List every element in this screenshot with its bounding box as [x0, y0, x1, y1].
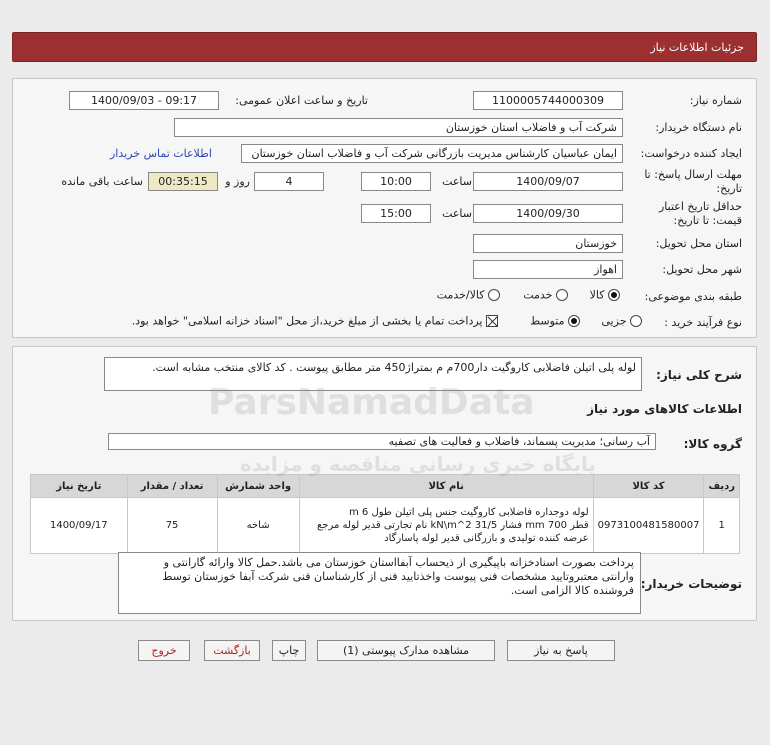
- process-option-medium[interactable]: متوسط: [530, 314, 580, 328]
- buyer-contact-link[interactable]: اطلاعات تماس خریدار: [110, 147, 212, 160]
- goods-group-label: گروه کالا:: [683, 437, 742, 451]
- price-validity-date-field[interactable]: 1400/09/30: [473, 204, 623, 223]
- watermark-tagline: پایگاه خبری رسانی مناقصه و مزایده: [240, 452, 597, 476]
- buyer-org-label: نام دستگاه خریدار:: [655, 121, 742, 134]
- page-title: جزئیات اطلاعات نیاز: [650, 41, 744, 54]
- delivery-province-field[interactable]: خوزستان: [473, 234, 623, 253]
- reply-deadline-label-line1: مهلت ارسال پاسخ: تا: [644, 168, 742, 181]
- price-validity-label-line1: حداقل تاریخ اعتبار: [658, 200, 742, 213]
- col-unit: واحد شمارش: [217, 475, 299, 498]
- exit-button[interactable]: خروج: [138, 640, 190, 661]
- radio-icon[interactable]: [488, 289, 500, 301]
- reply-deadline-time-label: ساعت: [442, 175, 472, 188]
- announce-datetime-label: تاریخ و ساعت اعلان عمومی:: [235, 94, 368, 107]
- price-validity-time-label: ساعت: [442, 207, 472, 220]
- table-row[interactable]: [31, 498, 740, 554]
- summary-label: شرح کلی نیاز:: [656, 368, 742, 382]
- treasury-payment-option[interactable]: [132, 314, 498, 328]
- back-button[interactable]: بازگشت: [204, 640, 260, 661]
- col-name: نام کالا: [299, 475, 593, 498]
- need-number-label: شماره نیاز:: [689, 94, 742, 107]
- subject-option-service[interactable]: خدمت: [523, 288, 568, 302]
- reply-deadline-days-field[interactable]: 4: [254, 172, 324, 191]
- reply-deadline-date-field[interactable]: 1400/09/07: [473, 172, 623, 191]
- cell-unit: شاخه: [217, 498, 299, 554]
- subject-class-label: طبقه بندی موضوعی:: [644, 290, 742, 303]
- summary-field[interactable]: لوله پلی اتیلن فاضلابی کاروگیت دار700م م بمتراژ450 متر مطابق پیوست . کد کالای منتخب مشابه است.: [104, 357, 642, 391]
- delivery-city-field[interactable]: اهواز: [473, 260, 623, 279]
- radio-icon[interactable]: [630, 315, 642, 327]
- process-option-minor[interactable]: جزیی: [601, 314, 642, 328]
- requester-field[interactable]: ایمان عباسیان کارشناس مدیریت بازرگانی شرکت آب و فاضلاب استان خوزستان: [241, 144, 623, 163]
- buyer-org-field[interactable]: شرکت آب و فاضلاب استان خوزستان: [174, 118, 623, 137]
- goods-section-title: اطلاعات کالاهای مورد نیاز: [587, 402, 742, 416]
- subject-option-goods[interactable]: کالا: [590, 288, 620, 302]
- delivery-province-label: استان محل تحویل:: [655, 237, 742, 250]
- col-need-date: تاریخ نیاز: [31, 475, 128, 498]
- radio-icon[interactable]: [556, 289, 568, 301]
- cell-code: 0973100481580007: [593, 498, 704, 554]
- table-header-row: [31, 475, 740, 498]
- watermark-brand: ParsNamadData: [208, 382, 535, 423]
- announce-datetime-field[interactable]: 1400/09/03 - 09:17: [69, 91, 219, 110]
- need-number-field[interactable]: 1100005744000309: [473, 91, 623, 110]
- reply-deadline-time-field[interactable]: 10:00: [361, 172, 431, 191]
- print-button[interactable]: چاپ: [272, 640, 306, 661]
- page-title-bar: [12, 32, 757, 62]
- purchase-process-label: نوع فرآیند خرید :: [664, 316, 742, 329]
- reply-deadline-days-label: روز و: [225, 175, 250, 188]
- col-code: کد کالا: [593, 475, 704, 498]
- remaining-time-label: ساعت باقی مانده: [61, 175, 143, 188]
- reply-deadline-label-line2: تاریخ:: [716, 182, 742, 195]
- treasury-payment-note: پرداخت تمام یا بخشی از مبلغ خرید،از محل "اسناد خزانه اسلامی" خواهد بود.: [131, 314, 483, 328]
- checkbox-icon[interactable]: [486, 315, 498, 327]
- cell-row: 1: [704, 498, 740, 554]
- radio-selected-icon[interactable]: [568, 315, 580, 327]
- requester-label: ایجاد کننده درخواست:: [640, 147, 742, 160]
- remaining-time-field: 00:35:15: [148, 172, 218, 191]
- delivery-city-label: شهر محل تحویل:: [662, 263, 742, 276]
- reply-button[interactable]: پاسخ به نیاز: [507, 640, 615, 661]
- buyer-notes-field[interactable]: پرداخت بصورت اسنادخزانه باپیگیری از ذیحساب آبفااستان خوزستان می باشد.حمل کالا وارائه گارانتی و وارانتی معتبروتایید مشخصات فنی پیوست واخذتایید فنی از کارشناسان فنی شرکت آبفا خوزستان توسط فروشنده کالا الزامی است.: [118, 552, 641, 614]
- buyer-notes-label: توضیحات خریدار:: [640, 577, 742, 591]
- radio-selected-icon[interactable]: [608, 289, 620, 301]
- view-attachments-button[interactable]: مشاهده مدارک پیوستی (1): [317, 640, 495, 661]
- price-validity-time-field[interactable]: 15:00: [361, 204, 431, 223]
- cell-name: لوله دوجداره فاضلابی کاروگیت جنس پلی اتیلن طول 6 m قطر 700 mm فشار 31/5 kN\m^2 نام تجارتی قدیر لوله مرجع عرضه کننده تولیدی و بازرگانی قدیر لوله پاسارگاد: [299, 498, 593, 554]
- cell-qty: 75: [127, 498, 217, 554]
- col-qty: تعداد / مقدار: [127, 475, 217, 498]
- col-row: ردیف: [704, 475, 740, 498]
- cell-need-date: 1400/09/17: [31, 498, 128, 554]
- subject-option-goods-service[interactable]: کالا/خدمت: [437, 288, 500, 302]
- price-validity-label-line2: قیمت: تا تاریخ:: [673, 214, 742, 227]
- goods-table: [30, 474, 740, 554]
- goods-group-field[interactable]: آب رسانی؛ مدیریت پسماند، فاضلاب و فعالیت های تصفیه: [108, 433, 656, 450]
